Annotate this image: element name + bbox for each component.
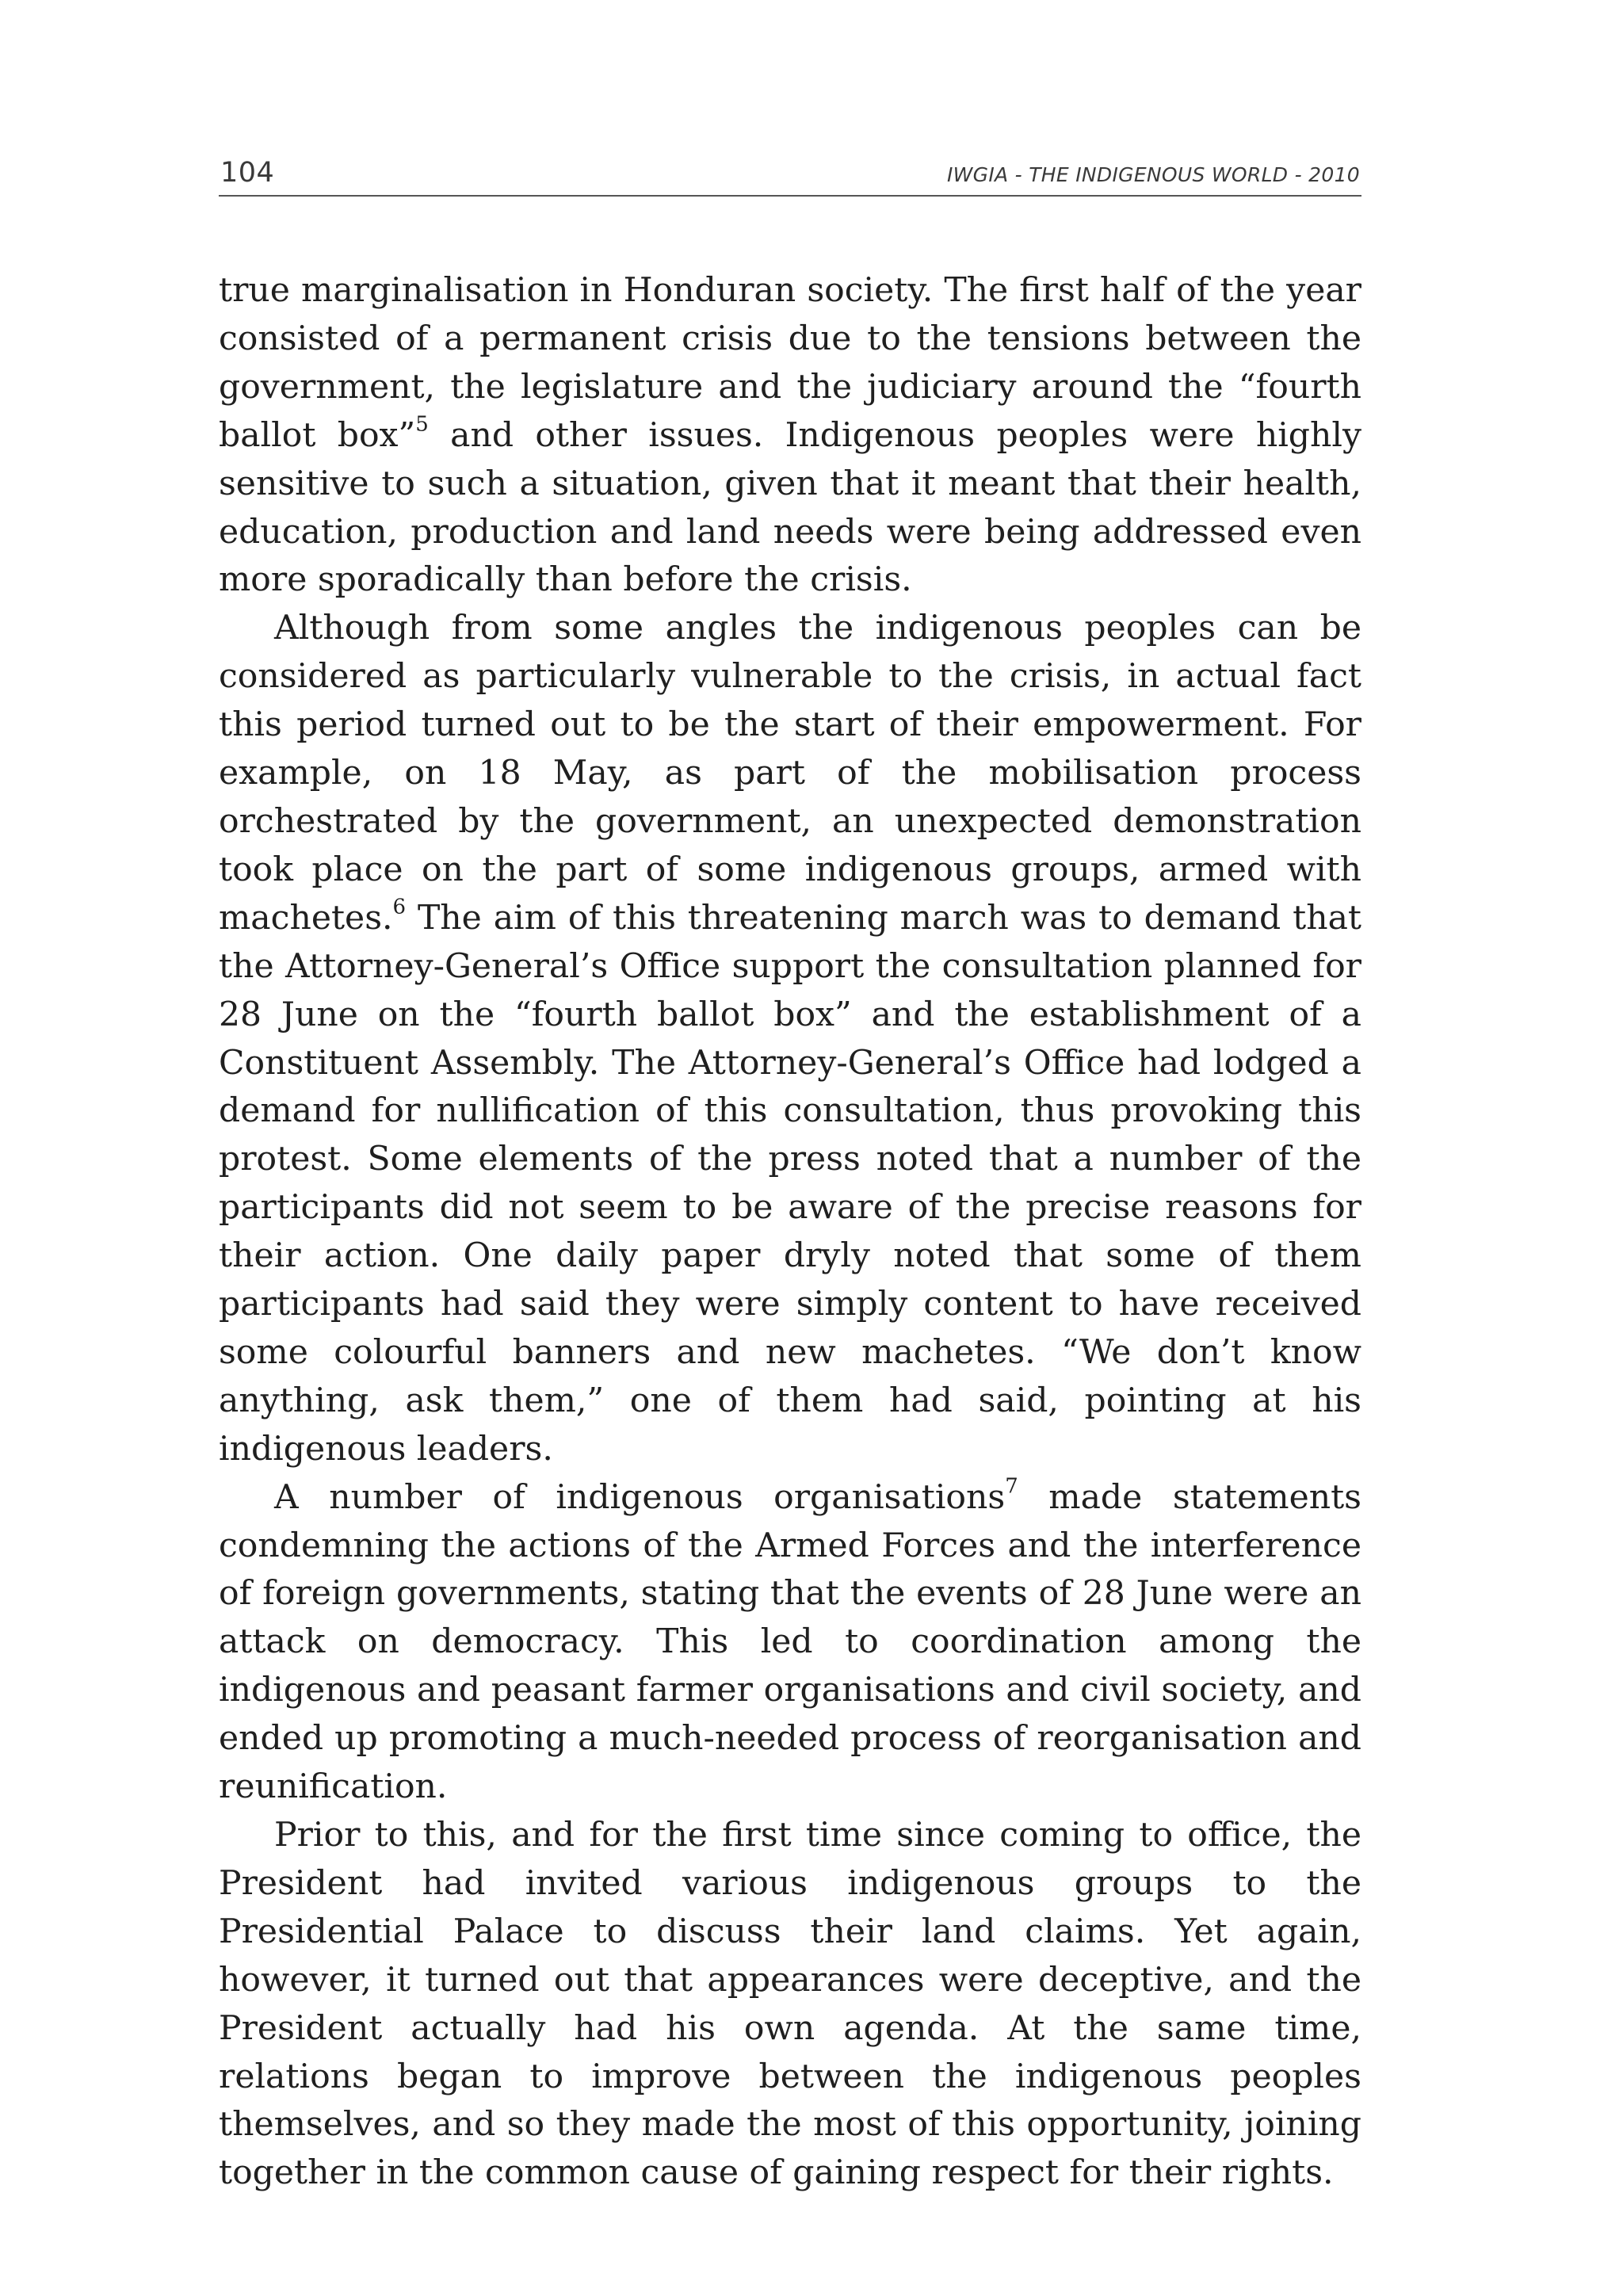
paragraph-4 bbox=[219, 1812, 1361, 2198]
paragraph-1 bbox=[219, 267, 1361, 605]
footnote-ref-7[interactable]: 7 bbox=[1005, 1474, 1018, 1499]
paragraph-3 bbox=[219, 1474, 1361, 1812]
paragraph-text: Prior to this, and for the first time since coming to office, the President had invited various indigenous groups to the Presidential Palace to discuss their land claims. Yet again, however, it turned out that appearances were deceptive, and the President actually had his own agenda. At the same time, relations began to improve between the indigenous peoples themselves, and so they made the most of this opportunity, joining together in the common cause of gaining respect for their rights. bbox=[219, 1816, 1361, 2193]
paragraph-2 bbox=[219, 605, 1361, 1473]
paragraph-text: The aim of this threatening march was to demand that the Attorney-General’s Office support the consultation planned for 28 June on the “fourth ballot box” and the establishment of a Constituent Assembly. The Attorney-General’s Office had lodged a demand for nullification of this consultation, thus provoking this protest. Some elements of the press noted that a number of the participants did not seem to be aware of the precise reasons for their action. One daily paper dryly noted that some of them participants had said they were simply content to have received some colourful banners and new machetes. “We don’t know anything, ask them,” one of them had said, pointing at his indigenous leaders. bbox=[219, 898, 1361, 1469]
body-text bbox=[219, 267, 1361, 2198]
paragraph-text: made statements condemning the actions of the Armed Forces and the interference of foreign governments, stating that the events of 28 June were an attack on democracy. This led to coordination among the indigenous and peasant farmer organisations and civil society, and ended up promoting a much-needed process of reorganisation and reunification. bbox=[219, 1477, 1361, 1807]
footnote-ref-6[interactable]: 6 bbox=[392, 895, 407, 919]
running-title: IWGIA - THE INDIGENOUS WORLD - 2010 bbox=[946, 163, 1360, 186]
page-number: 104 bbox=[220, 157, 275, 189]
paragraph-text: A number of indigenous organisations bbox=[274, 1477, 1006, 1517]
paragraph-text: Although from some angles the indigenous peoples can be considered as particularly vulnerable to the crisis, in actual fact this period turned out to be the start of their empowerment. For example, on 18 May, as part of the mobilisation process orchestrated by the government, an unexpected demonstration took place on the part of some indigenous groups, armed with machetes. bbox=[219, 609, 1361, 938]
running-header bbox=[219, 155, 1361, 197]
paragraph-text: true marginalisation in Honduran society. The first half of the year consisted of a permanent crisis due to the tensions between the government, the legislature and the judiciary around the “fourth ballot box” bbox=[219, 271, 1361, 455]
document-page bbox=[219, 0, 1361, 2296]
footnote-ref-5[interactable]: 5 bbox=[415, 412, 429, 437]
paragraph-text: and other issues. Indigenous peoples were highly sensitive to such a situation, given that it meant that their health, education, production and land needs were being addressed even more sporadically than before the crisis. bbox=[219, 415, 1361, 600]
